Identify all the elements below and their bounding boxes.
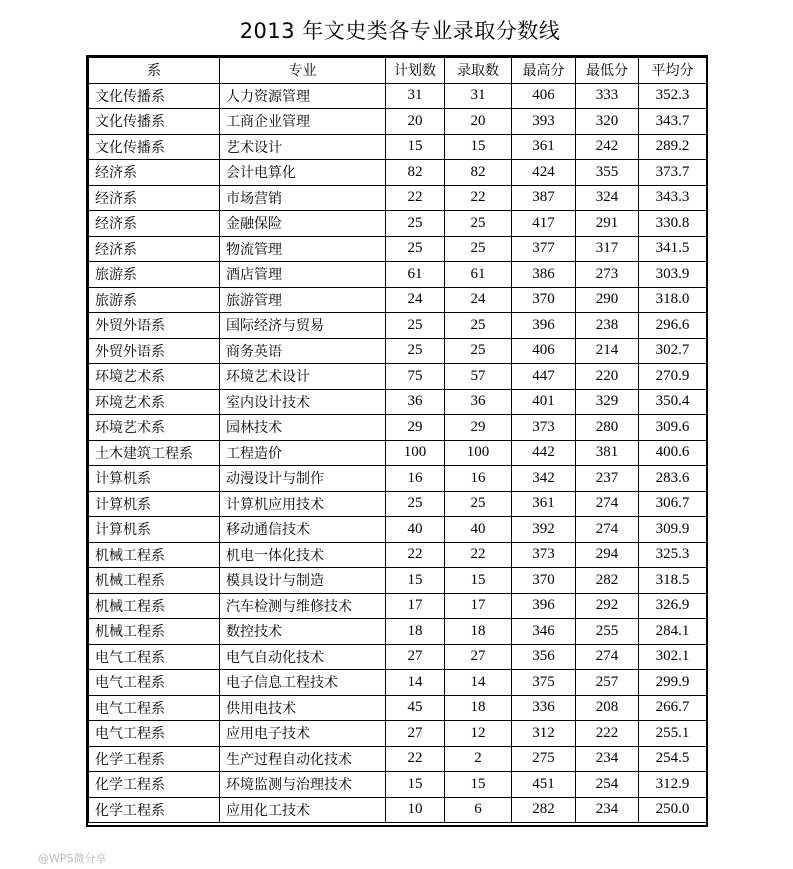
min-score-cell: 333 (576, 83, 639, 109)
admitted-cell: 36 (445, 389, 512, 415)
min-score-cell: 274 (576, 517, 639, 543)
major-cell: 计算机应用技术 (220, 491, 386, 517)
min-score-cell: 254 (576, 772, 639, 798)
min-score-cell: 237 (576, 466, 639, 492)
wps-watermark: @WPS微分享 (38, 852, 107, 865)
max-score-cell: 417 (512, 211, 576, 237)
major-cell: 商务英语 (220, 338, 386, 364)
department-cell: 机械工程系 (89, 568, 220, 594)
admitted-cell: 22 (445, 542, 512, 568)
planned-cell: 61 (386, 262, 445, 288)
table-row (89, 746, 707, 772)
major-cell: 动漫设计与制作 (220, 466, 386, 492)
planned-cell: 22 (386, 746, 445, 772)
major-cell: 市场营销 (220, 185, 386, 211)
avg-score-cell: 325.3 (639, 542, 707, 568)
avg-score-cell: 350.4 (639, 389, 707, 415)
avg-score-cell: 250.0 (639, 797, 707, 823)
avg-score-cell: 352.3 (639, 83, 707, 109)
max-score-cell: 406 (512, 338, 576, 364)
avg-score-cell: 343.7 (639, 109, 707, 135)
department-cell: 计算机系 (89, 517, 220, 543)
admitted-cell: 18 (445, 619, 512, 645)
admitted-cell: 2 (445, 746, 512, 772)
planned-cell: 22 (386, 542, 445, 568)
admitted-cell: 20 (445, 109, 512, 135)
admitted-cell: 57 (445, 364, 512, 390)
major-cell: 数控技术 (220, 619, 386, 645)
planned-cell: 20 (386, 109, 445, 135)
admitted-cell: 24 (445, 287, 512, 313)
major-cell: 应用电子技术 (220, 721, 386, 747)
planned-cell: 27 (386, 644, 445, 670)
max-score-cell: 342 (512, 466, 576, 492)
admitted-cell: 15 (445, 772, 512, 798)
table-row (89, 568, 707, 594)
department-cell: 机械工程系 (89, 542, 220, 568)
avg-score-cell: 255.1 (639, 721, 707, 747)
admitted-cell: 15 (445, 134, 512, 160)
avg-score-cell: 284.1 (639, 619, 707, 645)
avg-score-cell: 373.7 (639, 160, 707, 186)
department-cell: 机械工程系 (89, 619, 220, 645)
department-cell: 经济系 (89, 236, 220, 262)
major-cell: 工程造价 (220, 440, 386, 466)
major-cell: 模具设计与制造 (220, 568, 386, 594)
table-row (89, 389, 707, 415)
planned-cell: 25 (386, 211, 445, 237)
department-cell: 旅游系 (89, 287, 220, 313)
planned-cell: 29 (386, 415, 445, 441)
department-cell: 机械工程系 (89, 593, 220, 619)
department-cell: 土木建筑工程系 (89, 440, 220, 466)
planned-cell: 15 (386, 568, 445, 594)
min-score-cell: 238 (576, 313, 639, 339)
planned-cell: 24 (386, 287, 445, 313)
avg-score-cell: 296.6 (639, 313, 707, 339)
max-score-cell: 387 (512, 185, 576, 211)
score-table (88, 57, 707, 823)
department-cell: 电气工程系 (89, 670, 220, 696)
table-row (89, 236, 707, 262)
major-cell: 生产过程自动化技术 (220, 746, 386, 772)
header-department: 系 (89, 58, 220, 84)
major-cell: 工商企业管理 (220, 109, 386, 135)
major-cell: 旅游管理 (220, 287, 386, 313)
admitted-cell: 18 (445, 695, 512, 721)
avg-score-cell: 266.7 (639, 695, 707, 721)
planned-cell: 36 (386, 389, 445, 415)
major-cell: 环境监测与治理技术 (220, 772, 386, 798)
min-score-cell: 222 (576, 721, 639, 747)
admitted-cell: 6 (445, 797, 512, 823)
planned-cell: 18 (386, 619, 445, 645)
max-score-cell: 373 (512, 542, 576, 568)
avg-score-cell: 326.9 (639, 593, 707, 619)
header-max-score: 最高分 (512, 58, 576, 84)
avg-score-cell: 303.9 (639, 262, 707, 288)
major-cell: 艺术设计 (220, 134, 386, 160)
header-major: 专业 (220, 58, 386, 84)
min-score-cell: 255 (576, 619, 639, 645)
min-score-cell: 294 (576, 542, 639, 568)
table-row (89, 287, 707, 313)
planned-cell: 82 (386, 160, 445, 186)
table-row (89, 262, 707, 288)
planned-cell: 15 (386, 772, 445, 798)
max-score-cell: 447 (512, 364, 576, 390)
planned-cell: 40 (386, 517, 445, 543)
department-cell: 外贸外语系 (89, 338, 220, 364)
table-row (89, 313, 707, 339)
max-score-cell: 377 (512, 236, 576, 262)
major-cell: 金融保险 (220, 211, 386, 237)
major-cell: 供用电技术 (220, 695, 386, 721)
planned-cell: 14 (386, 670, 445, 696)
admitted-cell: 61 (445, 262, 512, 288)
max-score-cell: 361 (512, 134, 576, 160)
department-cell: 化学工程系 (89, 746, 220, 772)
major-cell: 应用化工技术 (220, 797, 386, 823)
department-cell: 化学工程系 (89, 797, 220, 823)
department-cell: 文化传播系 (89, 109, 220, 135)
max-score-cell: 312 (512, 721, 576, 747)
max-score-cell: 396 (512, 593, 576, 619)
department-cell: 环境艺术系 (89, 415, 220, 441)
max-score-cell: 396 (512, 313, 576, 339)
admitted-cell: 27 (445, 644, 512, 670)
planned-cell: 25 (386, 313, 445, 339)
table-header-row (89, 58, 707, 84)
admitted-cell: 16 (445, 466, 512, 492)
max-score-cell: 442 (512, 440, 576, 466)
planned-cell: 25 (386, 491, 445, 517)
max-score-cell: 392 (512, 517, 576, 543)
avg-score-cell: 341.5 (639, 236, 707, 262)
admitted-cell: 25 (445, 211, 512, 237)
max-score-cell: 370 (512, 568, 576, 594)
min-score-cell: 257 (576, 670, 639, 696)
table-row (89, 619, 707, 645)
table-row (89, 160, 707, 186)
table-row (89, 797, 707, 823)
avg-score-cell: 309.9 (639, 517, 707, 543)
table-body (89, 83, 707, 823)
planned-cell: 75 (386, 364, 445, 390)
avg-score-cell: 400.6 (639, 440, 707, 466)
avg-score-cell: 302.7 (639, 338, 707, 364)
min-score-cell: 280 (576, 415, 639, 441)
admitted-cell: 40 (445, 517, 512, 543)
major-cell: 电子信息工程技术 (220, 670, 386, 696)
major-cell: 国际经济与贸易 (220, 313, 386, 339)
admitted-cell: 82 (445, 160, 512, 186)
avg-score-cell: 299.9 (639, 670, 707, 696)
major-cell: 环境艺术设计 (220, 364, 386, 390)
department-cell: 计算机系 (89, 466, 220, 492)
avg-score-cell: 318.5 (639, 568, 707, 594)
table-row (89, 542, 707, 568)
avg-score-cell: 330.8 (639, 211, 707, 237)
min-score-cell: 291 (576, 211, 639, 237)
max-score-cell: 406 (512, 83, 576, 109)
min-score-cell: 220 (576, 364, 639, 390)
min-score-cell: 274 (576, 491, 639, 517)
planned-cell: 22 (386, 185, 445, 211)
department-cell: 环境艺术系 (89, 389, 220, 415)
max-score-cell: 375 (512, 670, 576, 696)
table-row (89, 211, 707, 237)
table-row (89, 134, 707, 160)
department-cell: 电气工程系 (89, 644, 220, 670)
max-score-cell: 393 (512, 109, 576, 135)
admitted-cell: 25 (445, 491, 512, 517)
admitted-cell: 100 (445, 440, 512, 466)
table-row (89, 772, 707, 798)
planned-cell: 17 (386, 593, 445, 619)
min-score-cell: 381 (576, 440, 639, 466)
max-score-cell: 361 (512, 491, 576, 517)
major-cell: 园林技术 (220, 415, 386, 441)
table-row (89, 415, 707, 441)
admitted-cell: 31 (445, 83, 512, 109)
max-score-cell: 424 (512, 160, 576, 186)
department-cell: 外贸外语系 (89, 313, 220, 339)
table-row (89, 338, 707, 364)
major-cell: 会计电算化 (220, 160, 386, 186)
table-row (89, 593, 707, 619)
planned-cell: 25 (386, 236, 445, 262)
department-cell: 文化传播系 (89, 83, 220, 109)
major-cell: 电气自动化技术 (220, 644, 386, 670)
min-score-cell: 292 (576, 593, 639, 619)
department-cell: 化学工程系 (89, 772, 220, 798)
min-score-cell: 324 (576, 185, 639, 211)
max-score-cell: 282 (512, 797, 576, 823)
min-score-cell: 234 (576, 746, 639, 772)
table-row (89, 644, 707, 670)
min-score-cell: 234 (576, 797, 639, 823)
admitted-cell: 29 (445, 415, 512, 441)
department-cell: 电气工程系 (89, 721, 220, 747)
major-cell: 人力资源管理 (220, 83, 386, 109)
min-score-cell: 329 (576, 389, 639, 415)
admitted-cell: 25 (445, 236, 512, 262)
header-min-score: 最低分 (576, 58, 639, 84)
major-cell: 物流管理 (220, 236, 386, 262)
department-cell: 文化传播系 (89, 134, 220, 160)
table-row (89, 695, 707, 721)
table-row (89, 83, 707, 109)
avg-score-cell: 270.9 (639, 364, 707, 390)
min-score-cell: 320 (576, 109, 639, 135)
table-row (89, 517, 707, 543)
planned-cell: 100 (386, 440, 445, 466)
department-cell: 经济系 (89, 211, 220, 237)
admitted-cell: 14 (445, 670, 512, 696)
min-score-cell: 214 (576, 338, 639, 364)
planned-cell: 25 (386, 338, 445, 364)
planned-cell: 15 (386, 134, 445, 160)
header-planned: 计划数 (386, 58, 445, 84)
min-score-cell: 355 (576, 160, 639, 186)
avg-score-cell: 289.2 (639, 134, 707, 160)
table-row (89, 670, 707, 696)
max-score-cell: 275 (512, 746, 576, 772)
department-cell: 经济系 (89, 160, 220, 186)
max-score-cell: 373 (512, 415, 576, 441)
major-cell: 机电一体化技术 (220, 542, 386, 568)
avg-score-cell: 283.6 (639, 466, 707, 492)
avg-score-cell: 312.9 (639, 772, 707, 798)
department-cell: 计算机系 (89, 491, 220, 517)
header-avg-score: 平均分 (639, 58, 707, 84)
min-score-cell: 290 (576, 287, 639, 313)
admitted-cell: 15 (445, 568, 512, 594)
table-row (89, 466, 707, 492)
table-row (89, 364, 707, 390)
max-score-cell: 336 (512, 695, 576, 721)
avg-score-cell: 343.3 (639, 185, 707, 211)
table-row (89, 185, 707, 211)
max-score-cell: 356 (512, 644, 576, 670)
admitted-cell: 25 (445, 313, 512, 339)
avg-score-cell: 306.7 (639, 491, 707, 517)
major-cell: 酒店管理 (220, 262, 386, 288)
table-row (89, 721, 707, 747)
score-table-frame (86, 55, 708, 827)
avg-score-cell: 309.6 (639, 415, 707, 441)
min-score-cell: 242 (576, 134, 639, 160)
department-cell: 环境艺术系 (89, 364, 220, 390)
major-cell: 室内设计技术 (220, 389, 386, 415)
admitted-cell: 17 (445, 593, 512, 619)
major-cell: 移动通信技术 (220, 517, 386, 543)
min-score-cell: 208 (576, 695, 639, 721)
avg-score-cell: 318.0 (639, 287, 707, 313)
max-score-cell: 451 (512, 772, 576, 798)
max-score-cell: 386 (512, 262, 576, 288)
admitted-cell: 25 (445, 338, 512, 364)
min-score-cell: 282 (576, 568, 639, 594)
planned-cell: 45 (386, 695, 445, 721)
min-score-cell: 317 (576, 236, 639, 262)
max-score-cell: 346 (512, 619, 576, 645)
planned-cell: 10 (386, 797, 445, 823)
major-cell: 汽车检测与维修技术 (220, 593, 386, 619)
department-cell: 旅游系 (89, 262, 220, 288)
admitted-cell: 22 (445, 185, 512, 211)
page-title: 2013 年文史类各专业录取分数线 (239, 19, 561, 43)
min-score-cell: 273 (576, 262, 639, 288)
planned-cell: 31 (386, 83, 445, 109)
table-row (89, 440, 707, 466)
avg-score-cell: 302.1 (639, 644, 707, 670)
header-admitted: 录取数 (445, 58, 512, 84)
admitted-cell: 12 (445, 721, 512, 747)
table-row (89, 491, 707, 517)
min-score-cell: 274 (576, 644, 639, 670)
avg-score-cell: 254.5 (639, 746, 707, 772)
table-row (89, 109, 707, 135)
department-cell: 经济系 (89, 185, 220, 211)
department-cell: 电气工程系 (89, 695, 220, 721)
planned-cell: 27 (386, 721, 445, 747)
max-score-cell: 370 (512, 287, 576, 313)
max-score-cell: 401 (512, 389, 576, 415)
planned-cell: 16 (386, 466, 445, 492)
